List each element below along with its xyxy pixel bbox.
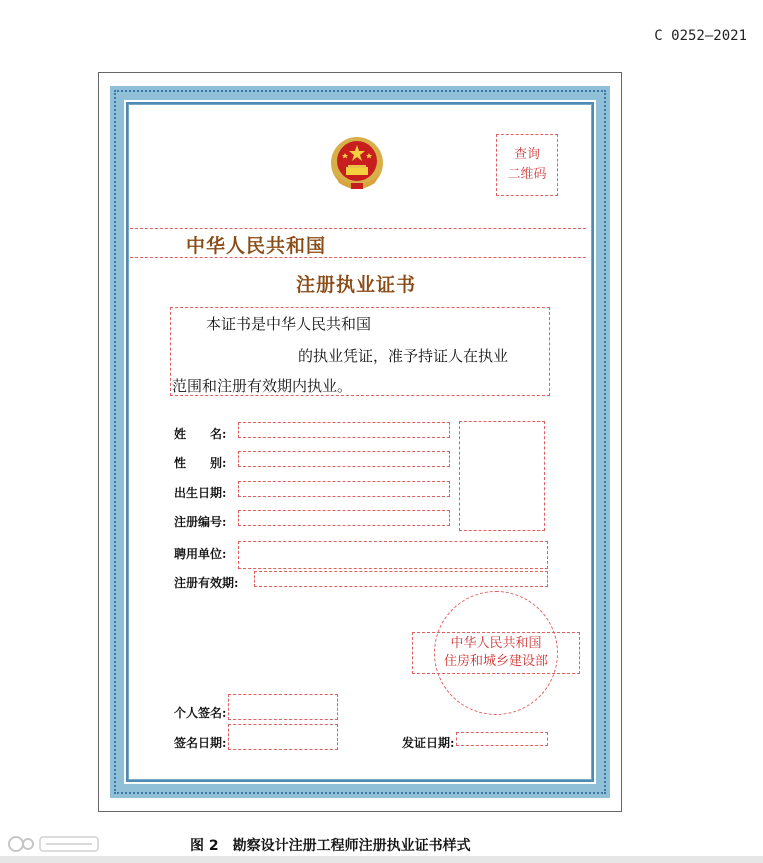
issuing-authority-seal	[412, 632, 580, 674]
seal-line1: 中华人民共和国	[450, 636, 542, 651]
signature-label: 个人签名:	[174, 706, 227, 720]
qr-code-placeholder	[496, 134, 558, 196]
gender-field[interactable]	[238, 451, 450, 467]
photo-placeholder	[459, 421, 545, 531]
qr-label-line1: 查询	[513, 147, 540, 162]
document-code: C 0252—2021	[654, 28, 747, 44]
intro-line-3: 范围和注册有效期内执业。	[172, 377, 353, 395]
national-emblem-icon	[329, 135, 385, 193]
validity-label: 注册有效期:	[174, 576, 239, 590]
registration-number-label: 注册编号:	[174, 515, 227, 529]
employer-label: 聘用单位:	[174, 547, 227, 561]
intro-line-2: 的执业凭证，准予持证人在执业	[298, 347, 509, 365]
gender-label: 性 别:	[174, 456, 227, 470]
birth-date-field[interactable]	[238, 481, 450, 497]
registration-number-field[interactable]	[238, 510, 450, 526]
name-label: 姓 名:	[174, 427, 227, 441]
intro-line-1: 本证书是中华人民共和国	[206, 315, 372, 333]
signature-field[interactable]	[228, 694, 338, 720]
issue-date-field[interactable]	[456, 732, 548, 746]
watermark-logo	[6, 832, 102, 856]
name-field[interactable]	[238, 422, 450, 438]
sign-date-field[interactable]	[228, 724, 338, 750]
bottom-bar	[0, 856, 763, 863]
country-name: 中华人民共和国	[186, 235, 327, 257]
figure-caption: 图 2 勘察设计注册工程师注册执业证书样式	[190, 838, 471, 854]
employer-field[interactable]	[238, 541, 548, 569]
qr-label-line2: 二维码	[507, 167, 547, 182]
certificate-title: 注册执业证书	[296, 274, 417, 296]
birth-date-label: 出生日期:	[174, 486, 227, 500]
validity-field[interactable]	[254, 571, 548, 587]
issue-date-label: 发证日期:	[402, 736, 455, 750]
seal-line2: 住房和城乡建设部	[443, 654, 548, 669]
sign-date-label: 签名日期:	[174, 736, 227, 750]
